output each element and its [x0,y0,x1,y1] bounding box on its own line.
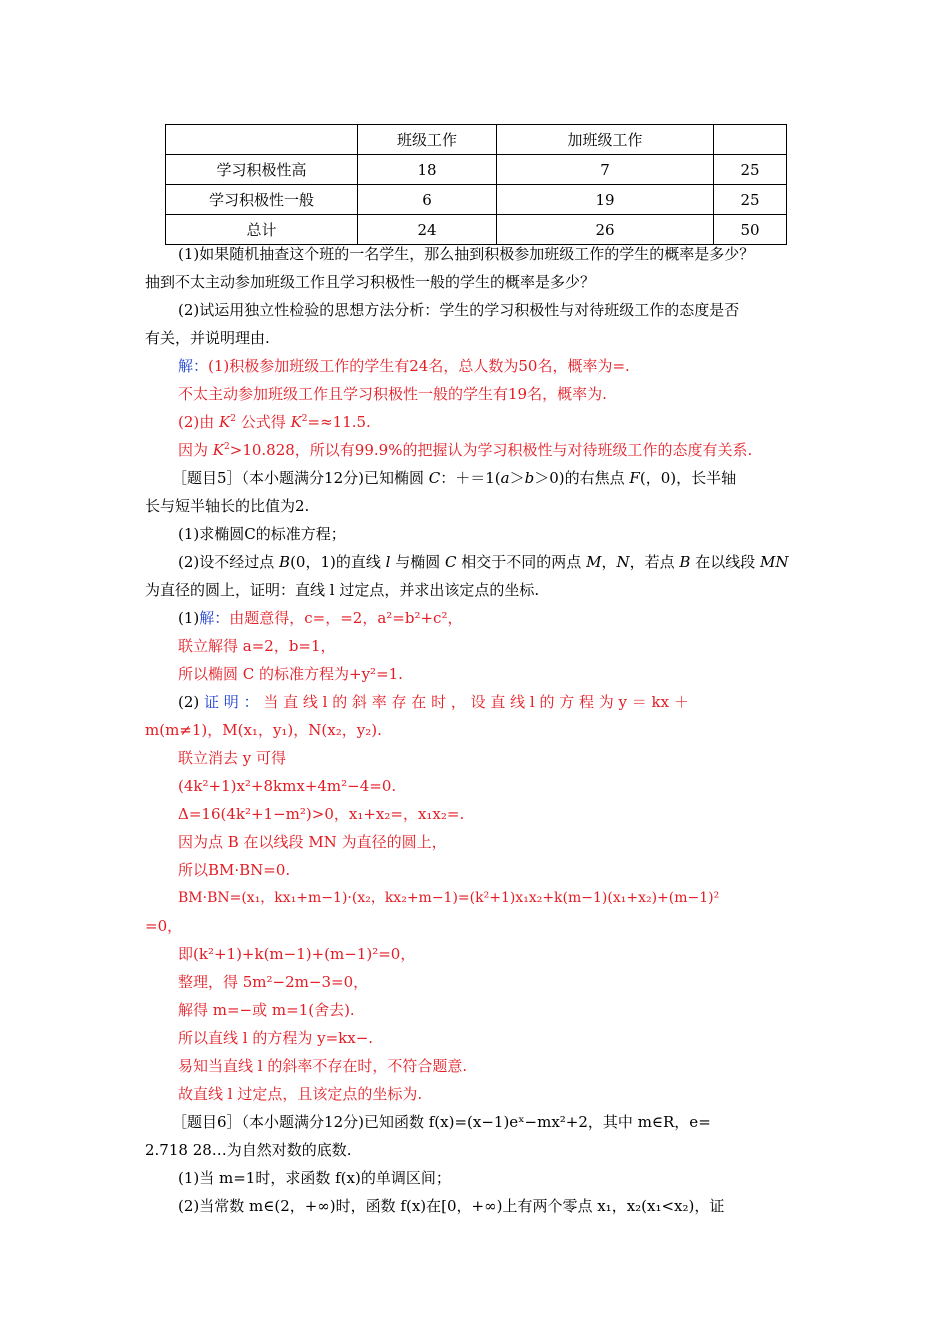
solution-5-b-line-14: 易知当直线 l 的斜率不存在时，不符合题意. [178,1057,468,1075]
solution-text: >10.828，所以有99.9%的把握认为学习积极性与对待班级工作的态度有关系. [229,441,753,459]
solution-4-line-2: 不太主动参加班级工作且学习积极性一般的学生有19名，概率为. [178,385,607,403]
solution-4-line-3: (2)由 $K^2$ 公式得 $K^2=\approx 11.5$. [178,413,371,431]
solution-text: (2)由 [178,413,215,431]
problem-text: ：＋＝1( [440,469,501,487]
table-cell: 24 [358,215,497,245]
table-header-row [166,125,787,155]
solution-4-line-1 [178,356,630,376]
solution-5-b-line-1 [178,692,689,712]
solution-5-a-line-3: 所以椭圆 C 的标准方程为+y²=1. [178,665,403,683]
solution-label: 解： [199,609,230,627]
problem-text: ＞ [509,469,525,487]
problem-5-line-2: 长与短半轴长的比值为2. [145,497,310,515]
table-cell: 总计 [166,215,358,245]
solution-label: 解： [178,357,209,375]
solution-text: 公式得 [240,413,286,431]
table-cell: 班级工作 [358,125,497,155]
table-row [166,185,787,215]
problem-6-line-1: ［题目6］（本小题满分12分)已知函数 f(x)=(x−1)eˣ−mx²+2，其中 m∈R，e= [172,1113,711,1131]
problem-text: 相交于不同的两点 [461,553,582,571]
table-cell: 学习积极性高 [166,155,358,185]
problem-text: ＞0)的右焦点 [534,469,625,487]
table-cell: 25 [714,185,787,215]
problem-text: ，若点 [629,553,675,571]
table-cell: 7 [497,155,714,185]
problem-6-line-2: 2.718 28…为自然对数的底数. [145,1141,352,1159]
solution-4-line-4: 因为 $K^2>10.828$，所以有99.9%的把握认为学习积极性与对待班级工作的态度有关系. [178,441,753,459]
problem-5-line-1: ［题目5］（本小题满分12分)已知椭圆 C：＋＝1(a＞b＞0)的右焦点 F(，0)，长半轴 [172,469,737,487]
solution-5-b-line-4: (4k²+1)x²+8kmx+4m²−4=0. [178,777,397,795]
solution-5-b-line-8: BM·BN=(x₁，kx₁+m−1)·(x₂，kx₂+m−1)=(k²+1)x₁x₂+k(m−1)(x₁+x₂)+(m−1)² [178,890,720,906]
solution-5-b-line-6: 因为点 B 在以线段 MN 为直径的圆上， [178,833,447,851]
part-number: (1) [178,609,200,627]
table-cell: 26 [497,215,714,245]
problem-text: ［题目5］（本小题满分12分)已知椭圆 [172,469,424,487]
table-cell: 6 [358,185,497,215]
solution-5-b-line-13: 所以直线 l 的方程为 y=kx−. [178,1029,374,1047]
table-cell: 50 [714,215,787,245]
solution-5-b-line-5: Δ=16(4k²+1−m²)>0，x₁+x₂=，x₁x₂=. [178,805,465,823]
problem-6-sub-1: (1)当 m=1时，求函数 f(x)的单调区间； [178,1169,451,1187]
problem-5-sub-1: (1)求椭圆C的标准方程； [178,525,346,543]
problem-text: (2)设不经过点 [178,553,275,571]
table-cell: 学习积极性一般 [166,185,358,215]
question-2-line-1: (2)试运用独立性检验的思想方法分析：学生的学习积极性与对待班级工作的态度是否 [178,301,740,319]
table-cell: 25 [714,155,787,185]
table-cell: 18 [358,155,497,185]
solution-5-b-line-2: m(m≠1)，M(x₁，y₁)，N(x₂，y₂). [145,721,382,739]
table-row [166,155,787,185]
contingency-table [165,124,787,245]
part-number: (2) [178,693,200,711]
question-1-line-1: (1)如果随机抽查这个班的一名学生，那么抽到积极参加班级工作的学生的概率是多少？ [178,245,755,263]
problem-5-sub-2: (2)设不经过点 B(0，1)的直线 l 与椭圆 C 相交于不同的两点 M，N，若点 B 在以线段 MN [178,553,789,571]
solution-5-a-line-2: 联立解得 a=2，b=1， [178,637,336,655]
problem-text: 在以线段 [695,553,756,571]
solution-text: 由题意得，c=，=2，a²=b²+c²， [229,609,463,627]
problem-6-sub-2: (2)当常数 m∈(2，+∞)时，函数 f(x)在[0，+∞)上有两个零点 x₁，x₂(x₁<x₂)，证 [178,1197,725,1215]
solution-5-b-line-12: 解得 m=−或 m=1(舍去). [178,1001,355,1019]
problem-text: (0，1)的直线 [290,553,381,571]
solution-5-b-line-9: =0， [145,917,183,935]
solution-5-b-line-7: 所以BM·BN=0. [178,861,291,879]
solution-5-b-line-11: 整理，得 5m²−2m−3=0， [178,973,369,991]
solution-text: (1)积极参加班级工作的学生有24名，总人数为50名，概率为=. [208,357,630,375]
solution-5-b-line-10: 即(k²+1)+k(m−1)+(m−1)²=0， [178,945,416,963]
question-1-line-2: 抽到不太主动参加班级工作且学习积极性一般的学生的概率是多少？ [145,273,596,291]
table-cell: 加班级工作 [497,125,714,155]
question-2-line-2: 有关，并说明理由. [145,329,270,347]
solution-5-b-line-15: 故直线 l 过定点，且该定点的坐标为. [178,1085,423,1103]
table-cell [166,125,358,155]
problem-5-sub-2-cont: 为直径的圆上，证明：直线 l 过定点，并求出该定点的坐标. [145,581,540,599]
solution-5-a-line-1 [178,608,462,628]
solution-text: =≈11.5. [307,413,371,431]
problem-text: (，0)，长半轴 [639,469,737,487]
solution-text: 当 直 线 l 的 斜 率 存 在 时 ， 设 直 线 l 的 方 程 为 y ＝ kx ＋ [263,693,689,711]
table-cell: 19 [497,185,714,215]
table-cell [714,125,787,155]
solution-label: 证 明 ： [204,693,259,711]
table-row [166,215,787,245]
problem-text: 与椭圆 [395,553,441,571]
solution-text: 因为 [178,441,209,459]
solution-5-b-line-3: 联立消去 y 可得 [178,749,287,767]
